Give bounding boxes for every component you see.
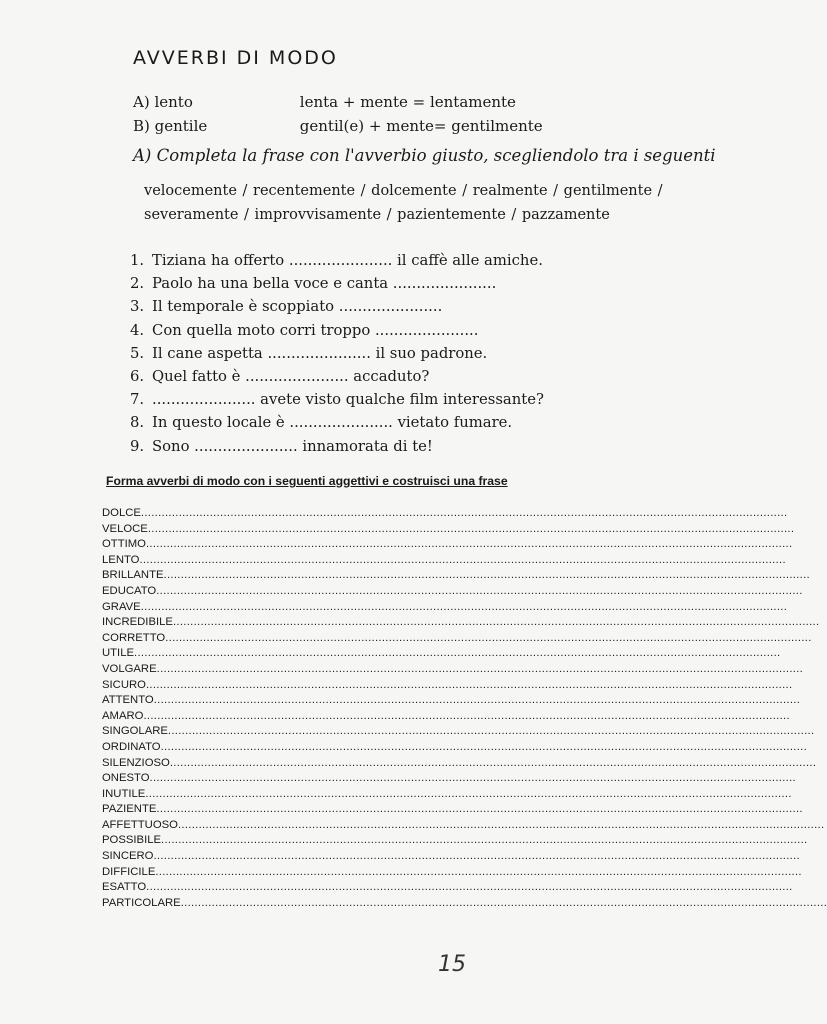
adjective-word: LENTO bbox=[102, 553, 140, 566]
answer-blank: ............................................................................................................................................................................................ bbox=[149, 772, 796, 785]
sentence-text: Sono ...................... innamorata di te! bbox=[152, 437, 433, 455]
page-number: 15 bbox=[438, 952, 466, 977]
adjective-row bbox=[102, 865, 802, 881]
adverb-choices-line-1: velocemente / recentemente / dolcemente / realmente / gentilmente / bbox=[144, 183, 663, 199]
adjective-word: ORDINATO bbox=[102, 740, 161, 753]
sentence-number: 9. bbox=[130, 437, 145, 455]
adjective-row bbox=[102, 896, 827, 912]
adjective-row bbox=[102, 568, 810, 584]
adjective-word: VOLGARE bbox=[102, 662, 157, 675]
adjective-list bbox=[102, 506, 827, 911]
answer-blank: ............................................................................................................................................................................................ bbox=[143, 709, 790, 722]
adjective-row bbox=[102, 880, 793, 896]
adjective-row bbox=[102, 537, 793, 553]
adjective-word: CORRETTO bbox=[102, 631, 166, 644]
adjective-word: AFFETTUOSO bbox=[102, 818, 178, 831]
answer-blank: ............................................................................................................................................................................................ bbox=[140, 507, 788, 519]
adjective-word: PAZIENTE bbox=[102, 803, 157, 816]
adjective-word: UTILE bbox=[102, 647, 135, 660]
sentence-item bbox=[130, 322, 544, 345]
sentence-item bbox=[130, 438, 544, 461]
sentence-number: 2. bbox=[130, 275, 145, 293]
sentence-item bbox=[130, 252, 544, 275]
answer-blank: ............................................................................................................................................................................................ bbox=[161, 834, 808, 847]
adjective-row bbox=[102, 802, 803, 818]
adjective-row bbox=[102, 522, 795, 538]
answer-blank: ............................................................................................................................................................................................ bbox=[169, 756, 817, 769]
example-row-a bbox=[133, 93, 516, 111]
answer-blank: ............................................................................................................................................................................................ bbox=[145, 787, 792, 800]
answer-blank: ............................................................................................................................................................................................ bbox=[139, 553, 786, 566]
adjective-row bbox=[102, 662, 804, 678]
example-label: A) lento bbox=[133, 93, 193, 111]
sentence-number: 4. bbox=[130, 321, 145, 339]
adjective-row bbox=[102, 600, 788, 616]
answer-blank: ............................................................................................................................................................................................ bbox=[146, 881, 793, 894]
adjective-word: SINGOLARE bbox=[102, 725, 168, 738]
adjective-row bbox=[102, 678, 793, 694]
answer-blank: ............................................................................................................................................................................................ bbox=[172, 616, 820, 629]
sentence-number: 6. bbox=[130, 367, 145, 385]
adjective-row bbox=[102, 631, 812, 647]
adjective-row bbox=[102, 615, 820, 631]
adjective-word: DIFFICILE bbox=[102, 865, 156, 878]
answer-blank: ............................................................................................................................................................................................ bbox=[177, 818, 825, 831]
sentence-text: Con quella moto corri troppo ...................... bbox=[152, 321, 479, 339]
adjective-word: ATTENTO bbox=[102, 694, 154, 707]
adjective-row bbox=[102, 833, 808, 849]
adjective-word: SICURO bbox=[102, 678, 146, 691]
answer-blank: ............................................................................................................................................................................................ bbox=[155, 865, 802, 878]
answer-blank: ............................................................................................................................................................................................ bbox=[163, 569, 810, 582]
sentence-item bbox=[130, 345, 544, 368]
answer-blank: ............................................................................................................................................................................................ bbox=[156, 584, 803, 597]
adjective-row bbox=[102, 849, 800, 865]
answer-blank: ............................................................................................................................................................................................ bbox=[153, 694, 801, 707]
answer-blank: ............................................................................................................................................................................................ bbox=[180, 896, 827, 909]
example-rule: gentil(e) + mente= gentilmente bbox=[299, 117, 543, 135]
answer-blank: ............................................................................................................................................................................................ bbox=[153, 850, 800, 863]
answer-blank: ............................................................................................................................................................................................ bbox=[145, 538, 793, 551]
adjective-word: BRILLANTE bbox=[102, 569, 164, 582]
adjective-word: GRAVE bbox=[102, 600, 141, 613]
page-title: AVVERBI DI MODO bbox=[133, 46, 338, 69]
sentence-number: 3. bbox=[130, 298, 145, 316]
sentence-text: Il temporale è scoppiato ...................... bbox=[152, 298, 443, 316]
sentence-text: In questo locale è ...................... vietato fumare. bbox=[152, 414, 513, 432]
sentence-number: 8. bbox=[130, 414, 145, 432]
adjective-row bbox=[102, 756, 817, 772]
adjective-word: AMARO bbox=[102, 709, 144, 722]
answer-blank: ............................................................................................................................................................................................ bbox=[156, 662, 804, 675]
answer-blank: ............................................................................................................................................................................................ bbox=[167, 725, 815, 738]
sentence-item bbox=[130, 275, 544, 298]
example-rule: lenta + mente = lentamente bbox=[299, 93, 516, 111]
example-label: B) gentile bbox=[133, 117, 208, 135]
adjective-row bbox=[102, 787, 792, 803]
example-row-b bbox=[133, 117, 543, 135]
sentence-item bbox=[130, 414, 544, 437]
adjective-row bbox=[102, 818, 825, 834]
adjective-word: POSSIBILE bbox=[102, 834, 162, 847]
adjective-word: DOLCE bbox=[102, 507, 141, 519]
sentence-number: 1. bbox=[130, 252, 145, 269]
adjective-row bbox=[102, 693, 801, 709]
sentence-item bbox=[130, 298, 544, 321]
adjective-word: OTTIMO bbox=[102, 538, 146, 551]
adjective-word: INCREDIBILE bbox=[102, 616, 173, 629]
adjective-row bbox=[102, 724, 815, 740]
sentence-text: Quel fatto è ...................... accaduto? bbox=[152, 367, 430, 385]
answer-blank: ............................................................................................................................................................................................ bbox=[156, 803, 803, 816]
section-heading: Forma avverbi di modo con i seguenti aggettivi e costruisci una frase bbox=[106, 474, 508, 488]
adjective-row bbox=[102, 584, 803, 600]
adjective-word: VELOCE bbox=[102, 522, 148, 535]
adjective-word: EDUCATO bbox=[102, 584, 157, 597]
adjective-row bbox=[102, 771, 796, 787]
answer-blank: ............................................................................................................................................................................................ bbox=[160, 740, 808, 753]
adverb-choices-line-2: severamente / improvvisamente / pazientemente / pazzamente bbox=[144, 207, 610, 223]
sentence-list bbox=[130, 252, 544, 461]
adjective-word: ESATTO bbox=[102, 881, 147, 894]
answer-blank: ............................................................................................................................................................................................ bbox=[145, 678, 793, 691]
exercise-instruction: A) Completa la frase con l'avverbio giusto, scegliendolo tra i seguenti bbox=[133, 146, 716, 165]
answer-blank: ............................................................................................................................................................................................ bbox=[140, 600, 788, 613]
adjective-row bbox=[102, 553, 786, 569]
adjective-word: ONESTO bbox=[102, 772, 150, 785]
adjective-row bbox=[102, 506, 788, 522]
adjective-word: SINCERO bbox=[102, 850, 154, 863]
sentence-number: 5. bbox=[130, 344, 145, 362]
answer-blank: ............................................................................................................................................................................................ bbox=[147, 522, 795, 535]
sentence-text: ...................... avete visto qualche film interessante? bbox=[152, 391, 544, 409]
sentence-text: Il cane aspetta ...................... il suo padrone. bbox=[152, 344, 488, 362]
sentence-item bbox=[130, 368, 544, 391]
answer-blank: ............................................................................................................................................................................................ bbox=[134, 647, 781, 660]
adjective-row bbox=[102, 709, 790, 725]
adjective-word: INUTILE bbox=[102, 787, 146, 800]
sentence-number: 7. bbox=[130, 391, 145, 409]
sentence-item bbox=[130, 391, 544, 414]
sentence-text: Tiziana ha offerto ...................... il caffè alle amiche. bbox=[152, 252, 543, 269]
adjective-row bbox=[102, 740, 808, 756]
sentence-text: Paolo ha una bella voce e canta ...................... bbox=[152, 275, 497, 293]
adjective-word: SILENZIOSO bbox=[102, 756, 170, 769]
answer-blank: ............................................................................................................................................................................................ bbox=[165, 631, 812, 644]
adjective-row bbox=[102, 646, 781, 662]
adjective-word: PARTICOLARE bbox=[102, 896, 181, 909]
